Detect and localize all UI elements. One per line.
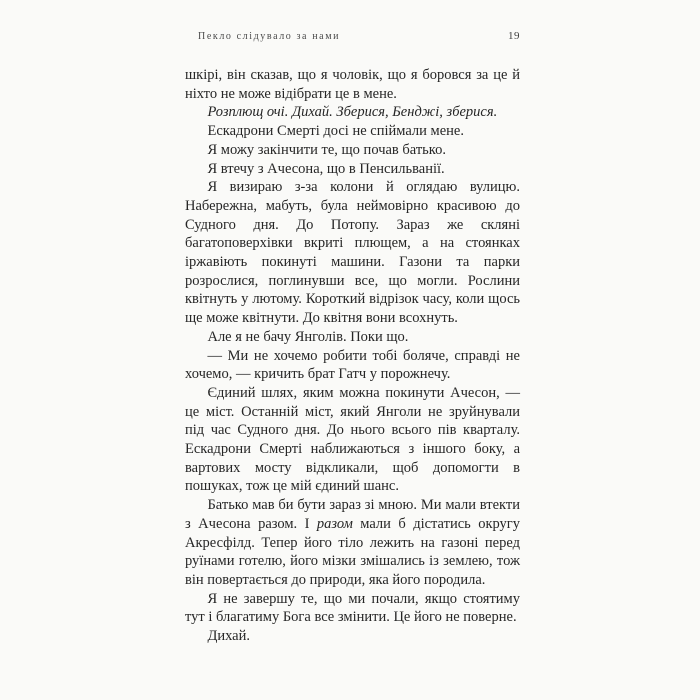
paragraph-dialogue: — Ми не хочемо робити тобі боляче, справді не хочемо, — кричить брат Гатч у порожнечу. <box>185 347 520 383</box>
paragraph-inner-voice: Розплющ очі. Дихай. Зберися, Бенджі, зберися. <box>207 104 498 121</box>
paragraph: Ескадрони Смерті досі не спіймали мене. <box>207 123 464 140</box>
paragraph: Я визираю з-за колони й оглядаю вулицю. Набережна, мабуть, була неймовірно красивою до Судного дня. До Потопу. Зараз же скляні багатоповерхівки вкриті плющем, а на стоянках іржавіють покинуті машини. Газони та парки розрослися, поглинувши все, що могли. Рослини квітнуть у лютому. Короткий відрізок часу, коли щось ще може квітнути. До квітня вони всохнуть. <box>185 179 520 327</box>
page-body <box>185 66 520 646</box>
page-number: 19 <box>508 30 520 42</box>
paragraph: Я не завершу те, що ми почали, якщо стоятиму тут і благатиму Бога все змінити. Це його не поверне. <box>185 590 520 626</box>
paragraph: Я втечу з Ачесона, що в Пенсильванії. <box>207 160 445 177</box>
paragraph: Єдиний шлях, яким можна покинути Ачесон, — це міст. Останній міст, який Янголи не зруйнували під час Судного дня. До нього всього пів кварталу. Ескадрони Смерті наближаються з іншого боку, а вартових мосту відкликали, щоб допомогти в пошуках, тож це мій єдиний шанс. <box>185 384 520 495</box>
paragraph-final: Дихай. <box>207 628 250 645</box>
emphasized-word: разом <box>316 515 353 532</box>
paragraph: Але я не бачу Янголів. Поки що. <box>207 328 409 345</box>
running-header-title: Пекло слідувало за нами <box>198 31 341 42</box>
paragraph: Я можу закінчити те, що почав батько. <box>207 141 446 158</box>
paragraph-with-emphasis <box>185 496 520 590</box>
running-header <box>185 30 520 42</box>
paragraph-text-segment: мали б дістатись округу Акресфілд. Тепер його тіло лежить на газоні перед руїнами готелю, його мізки змішались із землею, тож він повертається до природи, яка його породила. <box>185 515 520 588</box>
paragraph-continuation: шкірі, він сказав, що я чоловік, що я боровся за це й ніхто не може відібрати це в мене. <box>185 67 520 102</box>
paragraph-text-segment: Батько мав би бути зараз зі мною. Ми мали втекти з Ачесона разом. І <box>185 497 520 532</box>
